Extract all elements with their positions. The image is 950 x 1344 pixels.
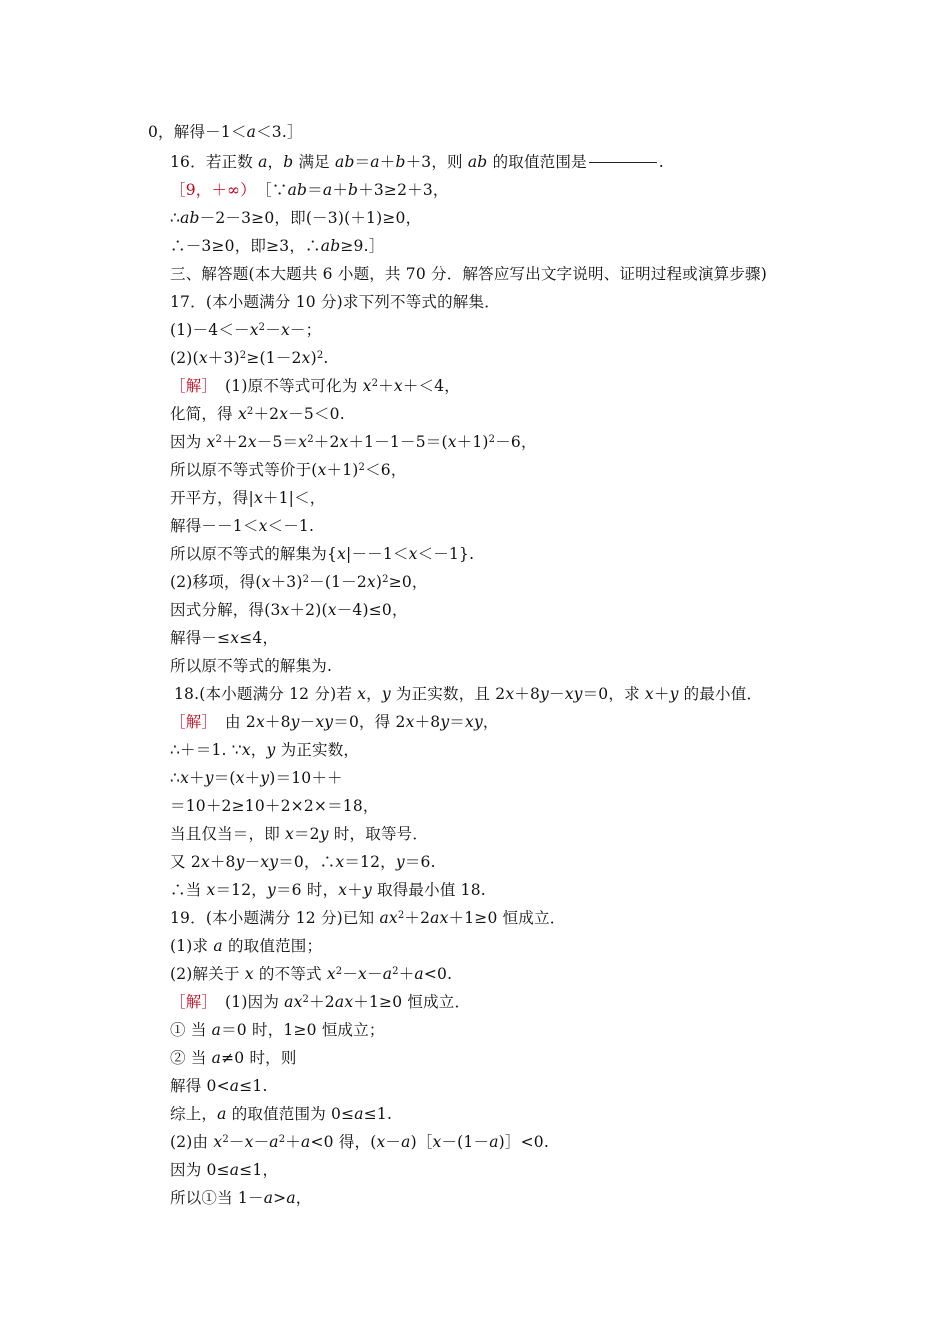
text-run: ＋8 <box>414 713 441 731</box>
text-line <box>170 236 384 256</box>
text-run: － <box>253 1133 270 1151</box>
text-run: － <box>342 965 359 983</box>
math-var: a <box>300 1133 311 1151</box>
text-run: 0，解得－1＜ <box>148 123 247 141</box>
math-var: x <box>326 965 336 983</box>
text-run: ＜3.］ <box>256 123 303 141</box>
text-line <box>170 1104 392 1124</box>
text-run: － <box>228 1133 245 1151</box>
text-run: . <box>323 349 329 367</box>
text-run: －(1－2 <box>309 573 367 591</box>
math-var: x <box>244 1133 254 1151</box>
math-var: x <box>505 685 515 703</box>
text-run: 为正实数， <box>275 741 360 759</box>
text-run: 16．若正数 <box>170 153 259 171</box>
text-line <box>170 712 499 732</box>
text-run: (2)由 <box>170 1133 214 1151</box>
superscript: 2 <box>316 350 324 361</box>
text-run: ［∵ <box>248 181 288 199</box>
math-var: a <box>322 181 333 199</box>
math-var: x <box>338 881 348 899</box>
text-line <box>170 796 379 816</box>
math-var: x <box>644 685 654 703</box>
math-var: y <box>395 853 405 871</box>
text-line <box>170 1048 297 1068</box>
superscript: 2 <box>392 966 399 977</box>
text-run: ① 当 <box>170 1021 212 1039</box>
text-run: ＋ <box>332 181 349 199</box>
text-run: ＝12， <box>344 853 396 871</box>
text-run: ∴ <box>170 209 181 227</box>
math-var: a <box>414 965 424 983</box>
text-line <box>170 824 428 844</box>
text-run: ＋ <box>189 769 205 787</box>
text-run: ＋2 <box>222 433 248 451</box>
text-run: ∴－3≥0，即≥3，∴ <box>170 237 321 255</box>
superscript: 2 <box>382 574 389 585</box>
text-line <box>170 460 407 480</box>
text-run: ＋1≥0 恒成立． <box>353 993 471 1011</box>
text-line <box>170 572 428 592</box>
text-run: ＋3≥2＋3， <box>358 181 449 199</box>
text-run: ＋ <box>244 769 261 787</box>
math-var: ab <box>320 237 341 255</box>
text-run: － <box>244 853 261 871</box>
text-run: ＋ <box>653 685 670 703</box>
text-run: ＋1－1－5＝( <box>348 433 448 451</box>
text-run: ＋2 <box>253 405 280 423</box>
math-var: ab <box>180 209 200 227</box>
text-run: ＋2 <box>404 909 431 927</box>
math-var: ax <box>284 993 303 1011</box>
math-var: y <box>235 853 245 871</box>
text-line <box>170 936 322 956</box>
text-run: 当且仅当＝，即 <box>170 825 286 843</box>
math-var: ab <box>287 181 308 199</box>
math-var: x <box>206 433 216 451</box>
math-var: x <box>362 377 372 395</box>
text-run: ＝12， <box>215 881 268 899</box>
answer-label: ［解］ <box>170 713 210 731</box>
text-line <box>170 1132 549 1152</box>
math-var: a <box>286 1189 296 1207</box>
text-run: ＋1) <box>456 433 489 451</box>
math-var: a <box>269 1133 279 1151</box>
text-run: ＋2 <box>309 993 335 1011</box>
superscript: 2 <box>307 434 314 445</box>
text-line <box>170 516 314 536</box>
math-var: x <box>335 853 345 871</box>
math-var: y <box>381 685 391 703</box>
math-var: y <box>266 741 276 759</box>
text-run: －5＝ <box>256 433 299 451</box>
math-var: x <box>206 881 216 899</box>
text-line <box>170 880 486 900</box>
superscript: 2 <box>358 462 366 473</box>
text-run: 的取值范围； <box>222 937 323 955</box>
text-run: ＝( <box>213 769 236 787</box>
math-var: a <box>258 153 268 171</box>
text-run: ＋ <box>398 965 415 983</box>
text-line <box>170 1160 278 1180</box>
text-line <box>170 348 329 368</box>
math-var: x <box>279 405 289 423</box>
text-run: 解得－－1＜ <box>170 517 259 535</box>
text-run: －4)≤0， <box>336 601 408 619</box>
text-run: ＋8 <box>514 685 541 703</box>
math-var: x <box>255 713 265 731</box>
math-var: y <box>362 881 372 899</box>
math-var: x <box>213 1133 223 1151</box>
text-run: ＋＜4， <box>402 377 460 395</box>
math-var: a <box>246 123 257 141</box>
text-run: ≥(1－2 <box>246 349 302 367</box>
text-run: . <box>658 153 664 171</box>
text-line <box>148 122 303 142</box>
superscript: 2 <box>302 994 310 1005</box>
text-run: > <box>273 1189 287 1207</box>
answer-blank <box>589 162 657 163</box>
text-run: － <box>299 713 316 731</box>
text-run: (1)原不等式可化为 <box>209 377 363 395</box>
superscript: 2 <box>397 910 405 921</box>
math-var: xy <box>315 713 334 731</box>
text-run: ＜6， <box>365 461 407 479</box>
text-run: － <box>366 965 383 983</box>
math-var: a <box>217 1105 227 1123</box>
math-var: x <box>337 545 347 563</box>
math-var: x <box>280 601 290 619</box>
superscript: 2 <box>302 574 310 585</box>
math-var: x <box>298 433 308 451</box>
text-run: ＜－1}. <box>417 545 475 563</box>
text-run: ＝6. <box>404 853 436 871</box>
math-var: x <box>241 741 251 759</box>
superscript: 2 <box>258 322 266 333</box>
text-line <box>170 544 474 564</box>
text-run: 19．(本小题满分 12 分)已知 <box>170 909 380 927</box>
math-var: b <box>395 153 406 171</box>
text-line <box>170 432 537 452</box>
math-var: xy <box>260 853 279 871</box>
text-run: ＝ <box>449 713 465 731</box>
text-run: ＋8 <box>264 713 291 731</box>
text-run: 因为 0≤ <box>170 1161 230 1179</box>
math-var: y <box>669 685 679 703</box>
math-var: x <box>253 489 263 507</box>
math-var: xy <box>465 713 483 731</box>
superscript: 2 <box>488 434 496 445</box>
text-run: 所以原不等式等价于( <box>170 461 318 479</box>
text-run: 满足 <box>293 153 335 171</box>
text-line <box>170 404 345 424</box>
text-line <box>170 656 332 676</box>
text-line <box>170 376 460 396</box>
text-run: ＝6 时， <box>275 881 339 899</box>
text-run: －2－3≥0，即(－3)(＋1)≥0， <box>199 209 422 227</box>
text-line <box>170 964 452 984</box>
text-run: 为正实数，且 2 <box>390 685 506 703</box>
math-var: x <box>261 573 271 591</box>
superscript: 2 <box>278 1134 286 1145</box>
text-line <box>170 264 767 284</box>
text-run: 所以①当 1－ <box>170 1189 264 1207</box>
math-var: y <box>440 713 450 731</box>
math-var: ab <box>335 153 355 171</box>
text-run: 三、解答题(本大题共 6 小题，共 70 分．解答应写出文字说明、证明过程或演算步骤) <box>170 265 767 283</box>
text-run: ＋3，则 <box>405 153 468 171</box>
text-run: ≤4， <box>239 629 279 647</box>
text-run: ∴ <box>170 769 181 787</box>
text-run: ∴＋＝1. ∵ <box>170 741 242 759</box>
text-run: 的取值范围是 <box>487 153 587 171</box>
math-var: x <box>405 713 415 731</box>
math-var: y <box>267 881 276 899</box>
math-var: x <box>301 349 311 367</box>
text-run: ＋ <box>285 1133 301 1151</box>
text-line <box>170 320 321 340</box>
math-var: x <box>317 461 327 479</box>
text-run: 所以原不等式的解集为. <box>170 657 333 675</box>
text-line <box>170 600 408 620</box>
answer-label: ［解］ <box>170 993 210 1011</box>
math-var: ax <box>430 909 449 927</box>
text-run: <0. <box>423 965 453 983</box>
text-run: 因式分解，得(3 <box>170 601 281 619</box>
text-run: ≥9.］ <box>340 237 385 255</box>
math-var: a <box>370 153 380 171</box>
math-var: x <box>230 629 240 647</box>
text-run: 综上， <box>170 1105 218 1123</box>
text-line <box>170 488 325 508</box>
text-run: |－－1＜ <box>346 545 409 563</box>
text-run: 开平方，得| <box>170 489 254 507</box>
text-run: ＋2)( <box>289 601 328 619</box>
text-run: ＋ <box>378 377 394 395</box>
text-run: ＋1) <box>326 461 359 479</box>
math-var: xy <box>564 685 583 703</box>
math-var: x <box>358 965 367 983</box>
superscript: 2 <box>215 434 223 445</box>
text-run: ＝0，求 <box>582 685 645 703</box>
math-var: x <box>447 433 457 451</box>
math-var: x <box>244 965 254 983</box>
text-run: ， <box>267 153 284 171</box>
text-run: )［ <box>410 1133 433 1151</box>
text-run: 化简，得 <box>170 405 238 423</box>
math-var: x <box>237 405 247 423</box>
text-run: (2)移项，得( <box>170 573 262 591</box>
text-run: － <box>549 685 565 703</box>
text-run: (2)解关于 <box>170 965 245 983</box>
text-run: (2)( <box>170 349 199 367</box>
math-var: a <box>211 1021 222 1039</box>
math-var: y <box>290 713 300 731</box>
text-run: ＜－1. <box>267 517 315 535</box>
text-run: ＝ <box>354 153 371 171</box>
text-run: ) <box>375 573 383 591</box>
text-run: ， <box>295 1189 312 1207</box>
text-line <box>170 768 343 788</box>
math-var: ax <box>334 993 354 1011</box>
text-run: 解得－≤ <box>170 629 231 647</box>
text-run: ＝0 时，1≥0 恒成立； <box>221 1021 385 1039</box>
text-line <box>170 180 449 200</box>
answer-label: ［9，＋∞） <box>170 181 249 199</box>
text-line <box>170 1020 385 1040</box>
math-var: a <box>211 1049 222 1067</box>
text-run: ， <box>482 713 499 731</box>
superscript: 2 <box>246 406 254 417</box>
math-var: x <box>339 433 349 451</box>
text-run: 又 2 <box>170 853 201 871</box>
math-var: x <box>393 377 403 395</box>
math-var: x <box>258 517 268 535</box>
text-run: －(1－ <box>441 1133 490 1151</box>
math-var: x <box>408 545 418 563</box>
text-run: －； <box>289 321 322 339</box>
math-var: x <box>432 1133 442 1151</box>
math-var: b <box>283 153 294 171</box>
math-var: a <box>382 965 393 983</box>
text-run: ＋1|＜， <box>262 489 326 507</box>
math-var: a <box>229 1077 240 1095</box>
text-run: 的不等式 <box>253 965 327 983</box>
text-run: ＝10＋2≥10＋2×2×＝18， <box>170 797 379 815</box>
text-run: 的最小值． <box>678 685 763 703</box>
text-run: － <box>265 321 281 339</box>
text-run: ， <box>250 741 267 759</box>
text-line <box>170 152 664 172</box>
text-run: ＋1≥0 恒成立． <box>448 909 566 927</box>
text-run: ＝2 <box>293 825 320 843</box>
math-var: x <box>285 825 294 843</box>
text-run: ＋3) <box>207 349 240 367</box>
math-var: x <box>180 769 190 787</box>
text-run: 所以原不等式的解集为{ <box>170 545 338 563</box>
math-var: x <box>357 685 367 703</box>
text-line <box>170 740 359 760</box>
math-var: x <box>247 433 257 451</box>
math-var: ab <box>467 153 488 171</box>
text-run: 因为 <box>170 433 207 451</box>
text-run: ＝ <box>307 181 323 199</box>
math-var: x <box>235 769 245 787</box>
math-var: x <box>280 321 290 339</box>
text-run: ＋3) <box>270 573 303 591</box>
text-run: (1)因为 <box>209 993 285 1011</box>
text-run: (1)求 <box>170 937 214 955</box>
superscript: 2 <box>371 378 379 389</box>
math-var: b <box>348 181 359 199</box>
text-run: ＝0，∴ <box>278 853 336 871</box>
math-var: y <box>260 769 270 787</box>
answer-label: ［解］ <box>170 377 210 395</box>
text-line <box>170 852 436 872</box>
text-run: )］<0. <box>498 1133 549 1151</box>
math-var: a <box>401 1133 411 1151</box>
text-line <box>174 684 762 704</box>
text-run: －6， <box>495 433 537 451</box>
text-run: ＋8 <box>209 853 236 871</box>
text-run: ≤1. <box>239 1077 268 1095</box>
text-run: 18.(本小题满分 12 分)若 <box>174 685 358 703</box>
math-var: a <box>213 937 223 955</box>
superscript: 2 <box>335 966 343 977</box>
math-var: a <box>489 1133 499 1151</box>
text-run: － <box>385 1133 402 1151</box>
text-run: ≥0， <box>388 573 428 591</box>
text-run: ∴当 <box>170 881 207 899</box>
text-line <box>170 628 278 648</box>
text-run: ) <box>310 349 317 367</box>
text-run: 17．(本小题满分 10 分)求下列不等式的解集． <box>170 293 500 311</box>
text-run: ＋ <box>347 881 363 899</box>
text-line <box>170 992 470 1012</box>
math-var: x <box>327 601 337 619</box>
text-run: ＋ <box>379 153 396 171</box>
text-run: ≤1. <box>363 1105 393 1123</box>
text-run: )＝10＋＋ <box>269 769 343 787</box>
math-var: ax <box>379 909 398 927</box>
text-line <box>170 1188 312 1208</box>
text-run: 取得最小值 18. <box>371 881 486 899</box>
superscript: 2 <box>239 350 247 361</box>
text-line <box>170 292 500 312</box>
text-run: 的取值范围为 0≤ <box>226 1105 355 1123</box>
text-run: 时，取等号． <box>328 825 429 843</box>
text-run: ＝0，得 2 <box>333 713 406 731</box>
text-line <box>170 908 566 928</box>
text-run: ≤1， <box>239 1161 279 1179</box>
text-line <box>170 1076 268 1096</box>
math-var: x <box>249 321 259 339</box>
math-var: x <box>366 573 376 591</box>
text-run: <0 得，( <box>310 1133 377 1151</box>
math-var: a <box>229 1161 240 1179</box>
text-run: ＋2 <box>313 433 340 451</box>
math-var: a <box>354 1105 364 1123</box>
math-var: y <box>540 685 549 703</box>
math-var: y <box>204 769 214 787</box>
text-run: 解得 0< <box>170 1077 230 1095</box>
text-run: (1)－4＜－ <box>170 321 250 339</box>
superscript: 2 <box>222 1134 229 1145</box>
math-var: x <box>376 1133 386 1151</box>
text-run: －5＜0. <box>288 405 345 423</box>
text-line <box>170 208 421 228</box>
math-var: x <box>198 349 208 367</box>
math-var: y <box>319 825 329 843</box>
math-var: x <box>200 853 210 871</box>
text-run: 由 2 <box>209 713 256 731</box>
math-var: a <box>263 1189 274 1207</box>
text-run: ≠0 时，则 <box>221 1049 297 1067</box>
text-run: ， <box>366 685 382 703</box>
text-run: ② 当 <box>170 1049 212 1067</box>
